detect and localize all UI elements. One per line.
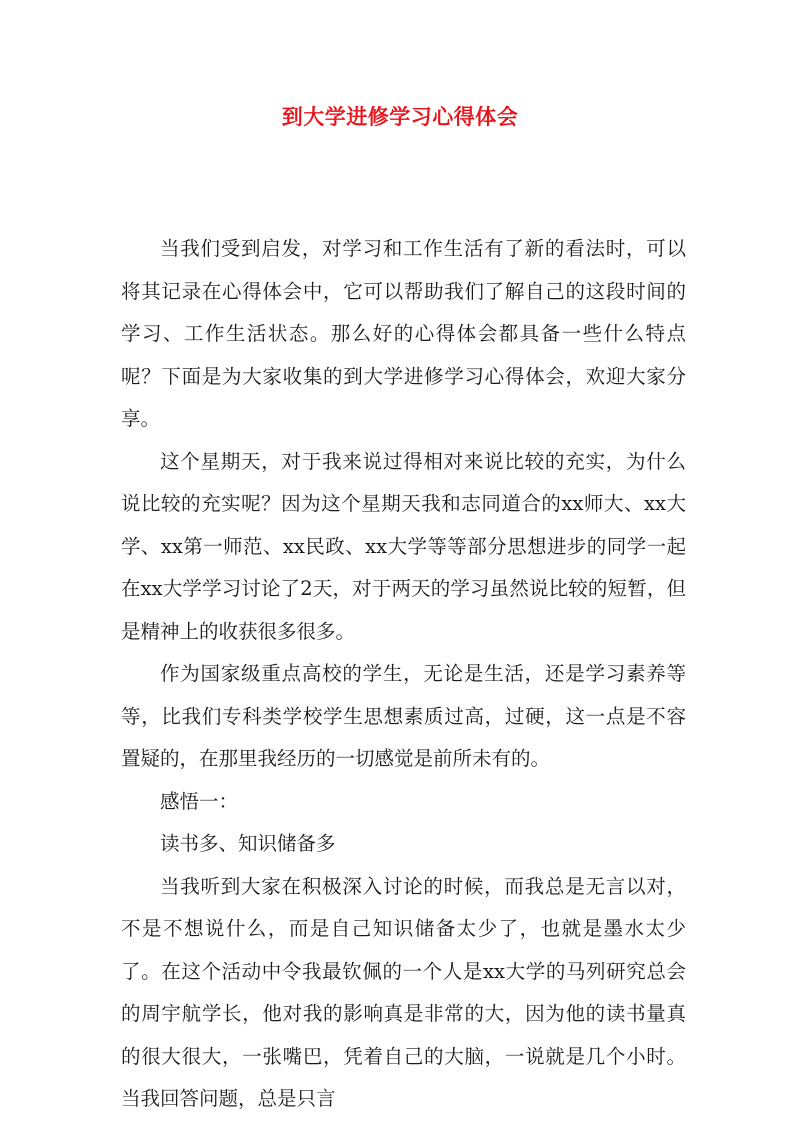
paragraph-discussion: 当我听到大家在积极深入讨论的时候，而我总是无言以对，不是不想说什么，而是自己知识储备太少了，也就是墨水太少了。在这个活动中令我最钦佩的一个人是xx大学的马列研究总会的周宇航学长，他对我的影响真是非常的大，因为他的读书量真的很大很大，一张嘴巴，凭着自己的大脑，一说就是几个小时。当我回答问题，总是只言 <box>121 874 686 1110</box>
section-subheading-reading: 读书多、知识储备多 <box>160 832 336 855</box>
document-body <box>121 228 686 1121</box>
section-heading-insight-one: 感悟一： <box>160 789 239 813</box>
document-title: 到大学进修学习心得体会 <box>281 104 519 129</box>
paragraph-intro: 当我们受到启发，对学习和工作生活有了新的看法时，可以将其记录在心得体会中，它可以帮助我们了解自己的这段时间的学习、工作生活状态。那么好的心得体会都具备一些什么特点呢？下面是为大家收集的到大学进修学习心得体会，欢迎大家分享。 <box>121 237 686 430</box>
paragraph-sunday: 这个星期天，对于我来说过得相对来说比较的充实，为什么说比较的充实呢？因为这个星期天我和志同道合的xx师大、xx大学、xx第一师范、xx民政、xx大学等等部分思想进步的同学一起在xx大学学习讨论了2天，对于两天的学习虽然说比较的短暂，但是精神上的收获很多很多。 <box>121 449 686 643</box>
paragraph-key-university: 作为国家级重点高校的学生，无论是生活，还是学习素养等等，比我们专科类学校学生思想素质过高，过硬，这一点是不容置疑的，在那里我经历的一切感觉是前所未有的。 <box>121 662 686 770</box>
